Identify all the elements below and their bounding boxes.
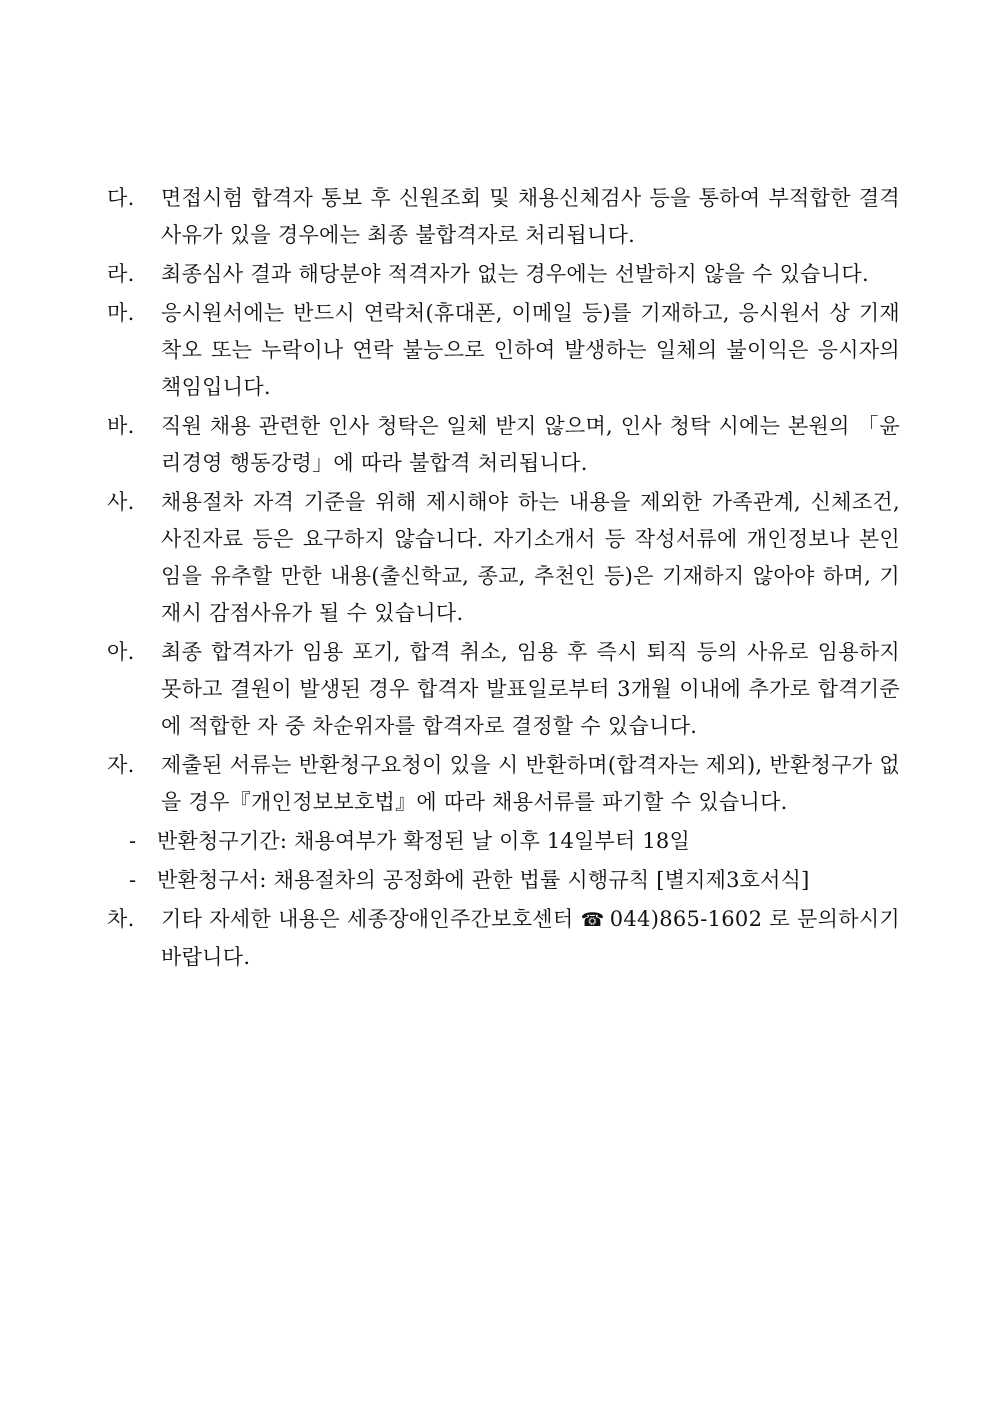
sub-item-text: 반환청구서: 채용절차의 공정화에 관한 법률 시행규칙 [별지제3호서식]	[157, 868, 810, 892]
item-text-before: 기타 자세한 내용은 세종장애인주간보호센터	[161, 907, 574, 931]
item-text: 채용절차 자격 기준을 위해 제시해야 하는 내용을 제외한 가족관계, 신체조건, 사진자료 등은 요구하지 않습니다. 자기소개서 등 작성서류에 개인정보나 본인임을 유추할 만한 내용(출신학교, 종교, 추천인 등)은 기재하지 않아야 하며, 기재시 감점사유가 될 수 있습니다.	[161, 490, 900, 625]
contact-phone: 044)865-1602	[609, 907, 763, 931]
sub-item-text: 반환청구기간: 채용여부가 확정된 날 이후 14일부터 18일	[157, 829, 690, 853]
item-text: 직원 채용 관련한 인사 청탁은 일체 받지 않으며, 인사 청탁 시에는 본원의 「윤리경영 행동강령」에 따라 불합격 처리됩니다.	[161, 414, 900, 475]
notice-item-ma	[107, 295, 900, 406]
item-text: 최종심사 결과 해당분야 적격자가 없는 경우에는 선발하지 않을 수 있습니다.	[161, 262, 869, 286]
item-text: 최종 합격자가 임용 포기, 합격 취소, 임용 후 즉시 퇴직 등의 사유로 임용하지 못하고 결원이 발생된 경우 합격자 발표일로부터 3개월 이내에 추가로 합격기준에 적합한 자 중 차순위자를 합격자로 결정할 수 있습니다.	[161, 640, 900, 738]
item-text: 제출된 서류는 반환청구요청이 있을 시 반환하며(합격자는 제외), 반환청구가 없을 경우『개인정보보호법』에 따라 채용서류를 파기할 수 있습니다.	[161, 753, 900, 814]
sub-item-return-form	[107, 862, 900, 899]
item-text: 응시원서에는 반드시 연락처(휴대폰, 이메일 등)를 기재하고, 응시원서 상 기재 착오 또는 누락이나 연락 불능으로 인하여 발생하는 일체의 불이익은 응시자의 책임입니다.	[161, 301, 900, 399]
item-marker: 아.	[107, 640, 135, 664]
notice-list	[107, 180, 900, 978]
notice-item-sa	[107, 484, 900, 632]
notice-item-ba	[107, 408, 900, 482]
notice-item-da	[107, 180, 900, 254]
item-marker: 차.	[107, 907, 135, 931]
item-marker: 다.	[107, 186, 135, 210]
item-text-after: 로 문의하시기 바랍니다.	[161, 907, 900, 969]
notice-item-cha	[107, 901, 900, 976]
notice-item-a	[107, 634, 900, 745]
telephone-icon: ☎	[580, 909, 605, 931]
item-text: 면접시험 합격자 통보 후 신원조회 및 채용신체검사 등을 통하여 부적합한 결격사유가 있을 경우에는 최종 불합격자로 처리됩니다.	[161, 186, 900, 247]
item-marker: 자.	[107, 753, 135, 777]
item-marker: 라.	[107, 262, 135, 286]
sub-item-dash: -	[129, 829, 137, 853]
item-marker: 마.	[107, 301, 135, 325]
sub-item-return-period	[107, 823, 900, 860]
notice-item-ra	[107, 256, 900, 293]
sub-item-dash: -	[129, 868, 137, 892]
item-marker: 바.	[107, 414, 135, 438]
item-marker: 사.	[107, 490, 135, 514]
notice-item-ja	[107, 747, 900, 821]
